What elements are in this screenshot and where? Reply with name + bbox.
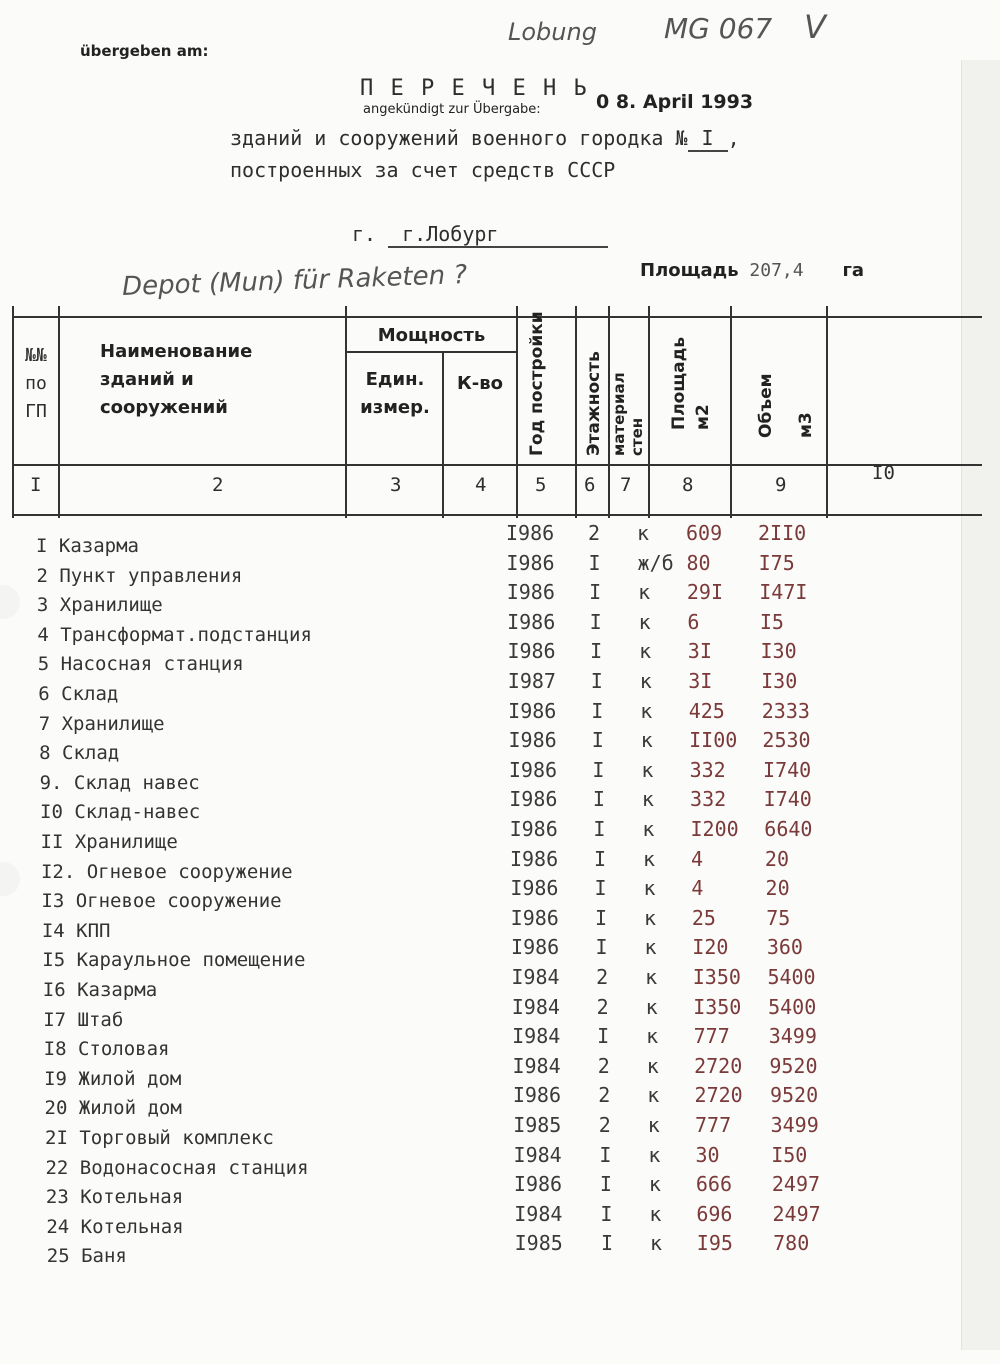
floors-cell: I xyxy=(595,935,608,960)
area-cell: 4 xyxy=(691,876,704,901)
col-number: 2 xyxy=(212,474,224,496)
material-cell: к xyxy=(639,639,652,664)
floors-cell: I xyxy=(591,698,604,723)
material-header-line: материал xyxy=(610,372,628,456)
col-number: 4 xyxy=(475,474,487,496)
table-header xyxy=(12,306,982,518)
area-header xyxy=(667,337,715,430)
area-cell: 2720 xyxy=(694,1083,743,1108)
header-mid-rule xyxy=(12,464,982,466)
area-header-line: м2 xyxy=(693,404,713,430)
floors-cell: 2 xyxy=(596,994,609,1019)
material-cell: к xyxy=(649,1231,662,1256)
building-name: 7 Хранилище xyxy=(38,712,165,735)
header-top-rule xyxy=(12,316,982,318)
year-cell: I986 xyxy=(506,580,555,605)
building-name: I8 Столовая xyxy=(43,1038,170,1061)
floors-cell: I xyxy=(590,669,603,693)
area-cell: 696 xyxy=(696,1201,733,1226)
city-name: г.Лобург xyxy=(388,222,608,248)
year-header: Год постройки xyxy=(527,311,547,456)
year-cell: I986 xyxy=(506,550,555,575)
volume-cell: 780 xyxy=(773,1231,810,1256)
announced-label: angekündigt zur Übergabe: xyxy=(363,102,541,117)
building-name: I2. Огневое сооружение xyxy=(40,860,293,883)
floors-cell: I xyxy=(589,609,602,634)
area-cell: 777 xyxy=(693,1024,730,1049)
building-name: 23 Котельная xyxy=(45,1186,184,1209)
city-prefix: г. xyxy=(352,222,377,246)
volume-header-line: Объем xyxy=(756,373,776,438)
handover-label: übergeben am: xyxy=(80,42,209,60)
material-cell: к xyxy=(648,1142,661,1167)
building-name: I Казарма xyxy=(36,535,139,557)
col1-header-line: №№ xyxy=(25,345,47,366)
year-cell: I986 xyxy=(506,521,555,545)
floors-cell: I xyxy=(588,550,601,575)
area-header-line: Площадь xyxy=(669,336,689,430)
floors-cell: I xyxy=(592,757,605,782)
floors-cell: 2 xyxy=(597,1053,610,1078)
col-rule xyxy=(648,306,650,518)
material-cell: к xyxy=(641,757,654,782)
col-rule xyxy=(516,306,518,518)
handwritten-place: Lobung xyxy=(508,18,597,46)
floors-cell: 2 xyxy=(598,1113,611,1137)
volume-cell: I740 xyxy=(763,757,812,782)
col1-header-line: по xyxy=(25,372,47,394)
volume-cell: I30 xyxy=(760,639,797,664)
unit-header xyxy=(347,366,443,422)
year-cell: I986 xyxy=(507,609,556,634)
building-name: I7 Штаб xyxy=(43,1008,124,1031)
volume-cell: I740 xyxy=(763,787,812,812)
floors-cell: I xyxy=(599,1142,612,1167)
volume-cell: 5400 xyxy=(767,965,816,989)
floors-cell: I xyxy=(591,728,604,753)
subtitle-line-1 xyxy=(230,126,740,152)
material-cell: к xyxy=(638,609,651,634)
volume-cell: I75 xyxy=(758,550,795,575)
building-name: 22 Водонасосная станция xyxy=(45,1156,309,1179)
volume-header-line: м3 xyxy=(796,412,816,438)
area-cell: II00 xyxy=(689,728,738,753)
area-cell: I200 xyxy=(690,817,739,841)
material-cell: к xyxy=(640,728,653,753)
col2-header xyxy=(100,338,252,422)
floors-cell: I xyxy=(589,580,602,605)
building-name: II Хранилище xyxy=(40,831,178,853)
volume-cell: 9520 xyxy=(769,1083,819,1108)
volume-cell: 9520 xyxy=(769,1053,818,1078)
floors-cell: 2 xyxy=(588,521,601,545)
year-cell: I986 xyxy=(509,817,558,841)
floors-cell: 2 xyxy=(596,965,609,989)
material-cell: к xyxy=(647,1083,660,1108)
area-cell: 332 xyxy=(690,787,727,812)
power-header: Мощность xyxy=(377,325,486,346)
floors-cell: I xyxy=(590,639,603,664)
volume-cell: I50 xyxy=(771,1142,808,1167)
col-rule xyxy=(58,306,60,518)
col-rule xyxy=(826,306,828,518)
col-number: 8 xyxy=(682,474,694,496)
floors-cell: I xyxy=(600,1201,613,1226)
building-name: I5 Караульное помещение xyxy=(42,949,306,972)
volume-cell: 6640 xyxy=(764,817,813,841)
year-cell: I984 xyxy=(511,965,560,989)
building-name: I4 КПП xyxy=(41,919,111,942)
material-cell: к xyxy=(647,1113,660,1137)
year-cell: I986 xyxy=(513,1172,563,1197)
building-name: 2 Пункт управления xyxy=(36,564,243,587)
volume-cell: 5400 xyxy=(768,994,817,1019)
col-number: I0 xyxy=(872,462,895,484)
material-cell: к xyxy=(641,787,654,812)
building-name: 8 Склад xyxy=(39,742,120,765)
material-cell: к xyxy=(642,846,655,871)
material-cell: к xyxy=(642,817,655,841)
area-value: 207,4 xyxy=(749,260,804,281)
material-cell: к xyxy=(643,876,656,901)
area-cell: I350 xyxy=(692,965,741,989)
floors-header: Этажность xyxy=(584,351,604,456)
building-name: I0 Склад-навес xyxy=(40,801,201,824)
page-edge-shadow xyxy=(961,60,1000,1350)
volume-cell: 360 xyxy=(766,935,803,960)
material-cell: к xyxy=(646,1024,659,1049)
year-cell: I984 xyxy=(511,994,560,1019)
building-name: I3 Огневое сооружение xyxy=(41,890,282,913)
building-name: I9 Жилой дом xyxy=(44,1067,182,1090)
material-cell: к xyxy=(639,669,652,693)
area-cell: 425 xyxy=(688,698,725,723)
volume-cell: 20 xyxy=(764,846,790,871)
col2-header-line: сооружений xyxy=(100,396,228,418)
col-number: 5 xyxy=(535,474,547,496)
area-label: Площадь xyxy=(640,260,739,281)
volume-cell: 20 xyxy=(765,876,790,901)
year-cell: I986 xyxy=(511,935,560,960)
volume-cell: 2530 xyxy=(762,728,811,753)
material-cell: к xyxy=(648,1172,661,1197)
year-cell: I986 xyxy=(509,846,559,871)
year-cell: I986 xyxy=(509,787,558,812)
year-cell: I984 xyxy=(514,1201,563,1226)
area-cell: 609 xyxy=(686,521,723,545)
building-name: 20 Жилой дом xyxy=(44,1097,182,1120)
material-cell: к xyxy=(644,905,657,930)
punch-hole xyxy=(0,862,20,896)
town-number: I xyxy=(688,126,728,152)
building-name: 4 Трансформат.подстанция xyxy=(37,623,312,646)
material-cell: к xyxy=(640,698,653,723)
material-cell: ж/б xyxy=(637,550,674,575)
material-cell: к xyxy=(645,965,658,989)
area-cell: 29I xyxy=(686,580,724,605)
col-number: I xyxy=(30,474,42,496)
col1-header xyxy=(14,342,58,426)
floors-cell: I xyxy=(593,817,606,841)
col-rule xyxy=(575,306,577,518)
qty-header: К-во xyxy=(457,373,503,394)
floors-cell: I xyxy=(592,787,605,812)
subtitle-text: зданий и сооружений военного городка № xyxy=(230,126,688,150)
area-cell: 4 xyxy=(690,846,703,871)
volume-header xyxy=(746,373,826,438)
building-name: 5 Насосная станция xyxy=(37,653,244,676)
volume-cell: 75 xyxy=(766,905,791,930)
material-cell: к xyxy=(638,580,651,605)
col-rule xyxy=(730,306,732,518)
city-line xyxy=(352,222,608,248)
area-unit: га xyxy=(842,260,865,281)
area-cell: I95 xyxy=(696,1231,733,1256)
building-name: 2I Торговый комплекс xyxy=(45,1127,274,1149)
volume-cell: 2497 xyxy=(772,1201,821,1226)
volume-cell: I5 xyxy=(759,609,784,634)
announced-date-stamp: 0 8. April 1993 xyxy=(596,91,754,113)
area-cell: 3I xyxy=(688,669,713,693)
area-cell: I20 xyxy=(692,935,729,960)
area-cell: I350 xyxy=(693,994,742,1019)
floors-cell: I xyxy=(593,846,606,871)
col-number: 9 xyxy=(775,474,787,496)
year-cell: I984 xyxy=(513,1142,562,1167)
material-cell: к xyxy=(645,994,658,1019)
year-cell: I987 xyxy=(507,669,556,693)
floors-cell: I xyxy=(595,905,608,930)
material-header xyxy=(610,372,646,456)
document-title: П Е Р Е Ч Е Н Ь xyxy=(360,76,589,101)
material-cell: к xyxy=(637,521,650,545)
power-rule xyxy=(345,351,516,353)
floors-cell: I xyxy=(594,876,607,901)
building-name: 24 Котельная xyxy=(46,1215,184,1238)
volume-cell: 3499 xyxy=(768,1024,817,1049)
col2-header-line: Наименование xyxy=(100,341,253,362)
building-name: 25 Баня xyxy=(46,1245,127,1268)
area-cell: 30 xyxy=(695,1142,720,1167)
year-cell: I986 xyxy=(507,639,556,664)
building-name: 6 Склад xyxy=(38,683,119,705)
col-number: 3 xyxy=(390,474,402,496)
handwritten-code: MG 067 xyxy=(664,12,773,45)
building-name: 3 Хранилище xyxy=(36,594,163,617)
header-bottom-rule xyxy=(12,514,982,516)
floors-cell: I xyxy=(597,1024,610,1049)
year-cell: I986 xyxy=(508,728,557,753)
volume-cell: I30 xyxy=(761,669,798,693)
handwritten-check: V xyxy=(804,8,826,46)
floors-cell: I xyxy=(600,1231,613,1256)
year-cell: I984 xyxy=(512,1024,561,1049)
col-number: 6 xyxy=(584,474,596,496)
area-cell: 25 xyxy=(691,905,716,930)
year-cell: I986 xyxy=(508,698,557,723)
volume-cell: 3499 xyxy=(770,1113,819,1137)
material-cell: к xyxy=(649,1201,662,1226)
year-cell: I986 xyxy=(508,757,558,782)
material-cell: к xyxy=(646,1053,659,1078)
punch-hole xyxy=(0,585,20,619)
unit-header-line: измер. xyxy=(360,396,430,418)
area-cell: 2720 xyxy=(694,1053,743,1078)
col1-header-line: ГП xyxy=(25,400,47,422)
year-cell: I986 xyxy=(510,905,559,930)
volume-cell: 2333 xyxy=(761,698,810,723)
col-number: 7 xyxy=(620,474,632,496)
year-cell: I985 xyxy=(513,1113,562,1137)
area-cell: 332 xyxy=(689,757,726,782)
area-cell: 777 xyxy=(695,1113,732,1137)
area-cell: 80 xyxy=(686,550,711,575)
col2-header-line: зданий и xyxy=(100,368,194,390)
unit-header-line: Един. xyxy=(365,369,425,390)
handwritten-note: Depot (Mun) für Raketen ? xyxy=(121,259,468,303)
year-cell: I986 xyxy=(512,1083,561,1108)
volume-cell: I47I xyxy=(759,580,808,605)
building-name: 9. Склад навес xyxy=(39,771,200,794)
subtitle-comma: , xyxy=(727,126,740,150)
year-cell: I986 xyxy=(510,876,559,901)
floors-cell: I xyxy=(599,1172,612,1197)
area-cell: 3I xyxy=(687,639,712,664)
year-cell: I984 xyxy=(512,1053,561,1078)
subtitle-line-2: построенных за счет средств СССР xyxy=(230,158,616,182)
area-cell: 666 xyxy=(695,1172,733,1197)
material-header-line: стен xyxy=(628,417,646,456)
volume-cell: 2II0 xyxy=(758,521,807,545)
floors-cell: 2 xyxy=(598,1083,611,1108)
material-cell: к xyxy=(644,935,657,960)
building-name: I6 Казарма xyxy=(42,979,158,1001)
year-cell: I985 xyxy=(514,1231,563,1256)
volume-cell: 2497 xyxy=(771,1172,821,1197)
area-cell: 6 xyxy=(687,609,700,634)
